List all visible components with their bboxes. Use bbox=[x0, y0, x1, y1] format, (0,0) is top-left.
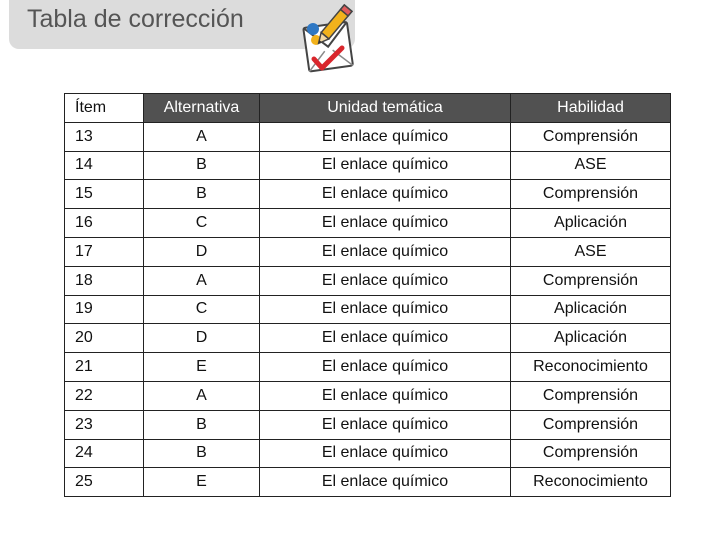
table-row bbox=[65, 237, 671, 266]
alternative-cell: A bbox=[144, 381, 260, 410]
skill-cell: ASE bbox=[511, 237, 671, 266]
skill-cell: Aplicación bbox=[511, 209, 671, 238]
alternative-cell: C bbox=[144, 209, 260, 238]
unit-cell: El enlace químico bbox=[260, 381, 511, 410]
item-cell: 13 bbox=[65, 122, 144, 151]
unit-cell: El enlace químico bbox=[260, 324, 511, 353]
table-row bbox=[65, 209, 671, 238]
skill-cell: ASE bbox=[511, 151, 671, 180]
alternative-cell: D bbox=[144, 237, 260, 266]
alternative-cell: B bbox=[144, 151, 260, 180]
item-cell: 24 bbox=[65, 439, 144, 468]
alternative-cell: D bbox=[144, 324, 260, 353]
table-row bbox=[65, 439, 671, 468]
table-row bbox=[65, 151, 671, 180]
item-cell: 14 bbox=[65, 151, 144, 180]
table-row bbox=[65, 122, 671, 151]
unit-cell: El enlace químico bbox=[260, 151, 511, 180]
table-header-row bbox=[65, 94, 671, 123]
alternative-cell: B bbox=[144, 410, 260, 439]
alternative-cell: C bbox=[144, 295, 260, 324]
item-cell: 23 bbox=[65, 410, 144, 439]
skill-cell: Comprensión bbox=[511, 410, 671, 439]
page-title: Tabla de corrección bbox=[27, 5, 244, 33]
skill-cell: Comprensión bbox=[511, 439, 671, 468]
skill-cell: Comprensión bbox=[511, 122, 671, 151]
column-header-item: Ítem bbox=[65, 94, 144, 123]
unit-cell: El enlace químico bbox=[260, 295, 511, 324]
item-cell: 15 bbox=[65, 180, 144, 209]
item-cell: 16 bbox=[65, 209, 144, 238]
item-cell: 20 bbox=[65, 324, 144, 353]
skill-cell: Comprensión bbox=[511, 266, 671, 295]
alternative-cell: A bbox=[144, 122, 260, 151]
unit-cell: El enlace químico bbox=[260, 122, 511, 151]
table-row bbox=[65, 324, 671, 353]
column-header-skill: Habilidad bbox=[511, 94, 671, 123]
alternative-cell: E bbox=[144, 468, 260, 497]
table-row bbox=[65, 410, 671, 439]
table-row bbox=[65, 468, 671, 497]
unit-cell: El enlace químico bbox=[260, 180, 511, 209]
skill-cell: Comprensión bbox=[511, 180, 671, 209]
alternative-cell: E bbox=[144, 353, 260, 382]
item-cell: 19 bbox=[65, 295, 144, 324]
envelope-pencil-check-icon bbox=[296, 1, 358, 77]
item-cell: 18 bbox=[65, 266, 144, 295]
unit-cell: El enlace químico bbox=[260, 237, 511, 266]
alternative-cell: A bbox=[144, 266, 260, 295]
skill-cell: Reconocimiento bbox=[511, 353, 671, 382]
column-header-alternative: Alternativa bbox=[144, 94, 260, 123]
unit-cell: El enlace químico bbox=[260, 468, 511, 497]
item-cell: 25 bbox=[65, 468, 144, 497]
table-row bbox=[65, 295, 671, 324]
unit-cell: El enlace químico bbox=[260, 266, 511, 295]
item-cell: 17 bbox=[65, 237, 144, 266]
skill-cell: Aplicación bbox=[511, 324, 671, 353]
unit-cell: El enlace químico bbox=[260, 209, 511, 238]
skill-cell: Aplicación bbox=[511, 295, 671, 324]
column-header-unit: Unidad temática bbox=[260, 94, 511, 123]
skill-cell: Reconocimiento bbox=[511, 468, 671, 497]
table-row bbox=[65, 353, 671, 382]
item-cell: 22 bbox=[65, 381, 144, 410]
unit-cell: El enlace químico bbox=[260, 410, 511, 439]
unit-cell: El enlace químico bbox=[260, 439, 511, 468]
skill-cell: Comprensión bbox=[511, 381, 671, 410]
unit-cell: El enlace químico bbox=[260, 353, 511, 382]
correction-table bbox=[64, 93, 671, 497]
table-row bbox=[65, 266, 671, 295]
alternative-cell: B bbox=[144, 180, 260, 209]
item-cell: 21 bbox=[65, 353, 144, 382]
alternative-cell: B bbox=[144, 439, 260, 468]
table-row bbox=[65, 180, 671, 209]
table-row bbox=[65, 381, 671, 410]
